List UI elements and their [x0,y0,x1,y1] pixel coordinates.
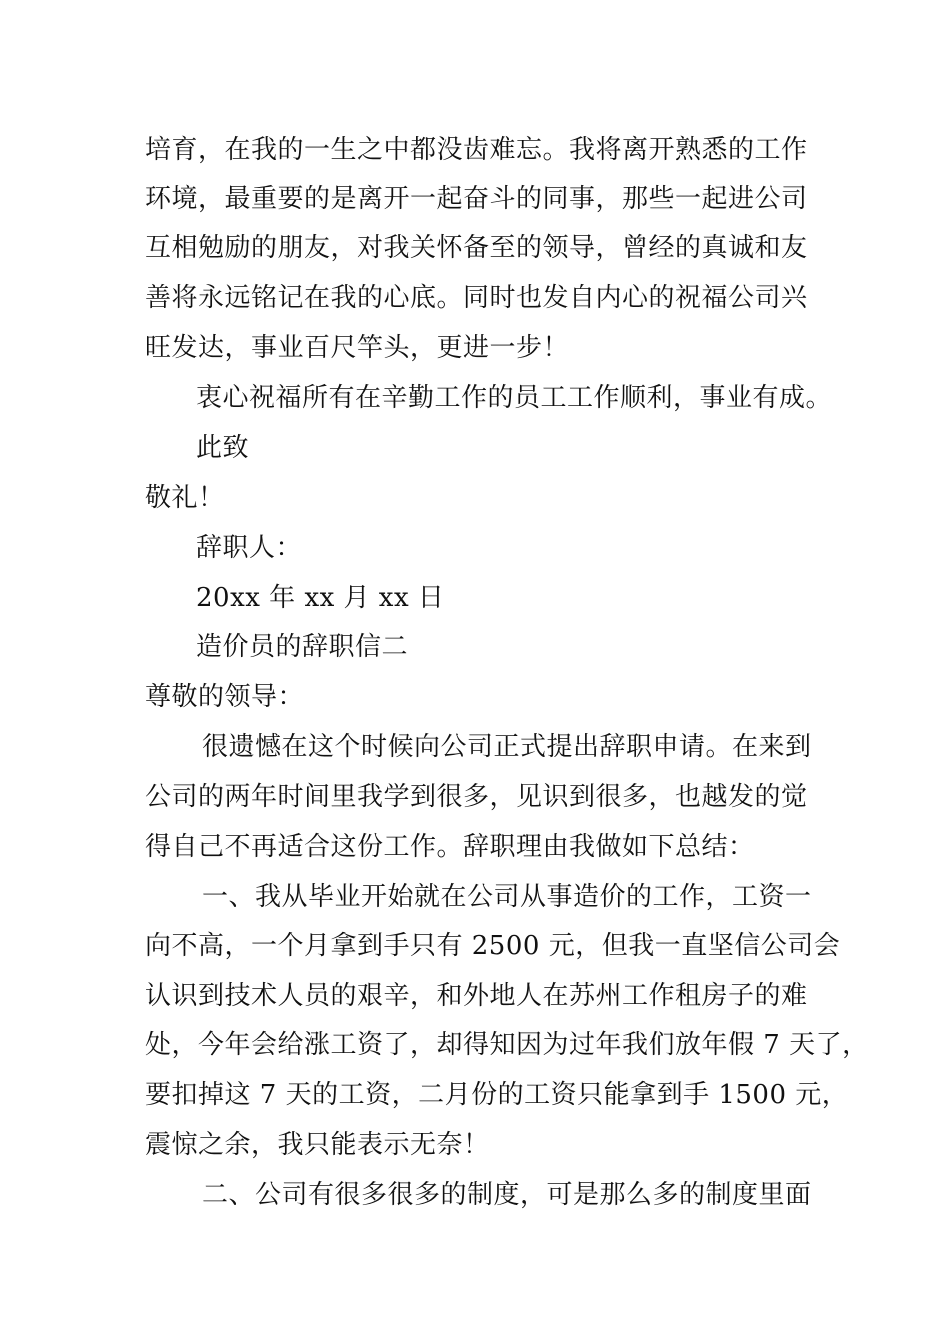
paragraph-line: 培育，在我的一生之中都没齿难忘。我将离开熟悉的工作 [145,135,808,165]
paragraph-line: 很遗憾在这个时候向公司正式提出辞职申请。在来到 [202,732,812,762]
paragraph-line: 公司的两年时间里我学到很多，见识到很多，也越发的觉 [145,782,808,812]
paragraph-line: 向不高，一个月拿到手只有 2500 元，但我一直坚信公司会 [145,931,841,961]
blessing-line: 衷心祝福所有在辛勤工作的员工工作顺利，事业有成。 [196,383,833,413]
paragraph-line: 一、我从毕业开始就在公司从事造价的工作，工资一 [202,882,812,912]
paragraph-line: 震惊之余，我只能表示无奈！ [145,1130,490,1160]
paragraph-line: 善将永远铭记在我的心底。同时也发自内心的祝福公司兴 [145,283,808,313]
signer-label: 辞职人： [196,533,303,563]
paragraph-line: 旺发达，事业百尺竿头，更进一步！ [145,333,570,363]
salutation-close: 敬礼！ [145,483,225,513]
paragraph-line: 二、公司有很多很多的制度，可是那么多的制度里面 [202,1180,812,1210]
date-line: 20xx 年 xx 月 xx 日 [196,583,445,613]
closing-line: 此致 [196,433,250,463]
paragraph-line: 处，今年会给涨工资了，却得知因为过年我们放年假 7 天了， [145,1030,869,1060]
paragraph-line: 认识到技术人员的艰辛，和外地人在苏州工作租房子的难 [145,981,808,1011]
paragraph-line: 互相勉励的朋友，对我关怀备至的领导，曾经的真诚和友 [145,233,808,263]
section-title: 造价员的辞职信二 [196,632,409,662]
paragraph-line: 得自己不再适合这份工作。辞职理由我做如下总结： [145,832,755,862]
paragraph-line: 要扣掉这 7 天的工资，二月份的工资只能拿到手 1500 元， [145,1080,849,1110]
greeting-line: 尊敬的领导： [145,682,305,712]
paragraph-line: 环境，最重要的是离开一起奋斗的同事，那些一起进公司 [145,184,808,214]
